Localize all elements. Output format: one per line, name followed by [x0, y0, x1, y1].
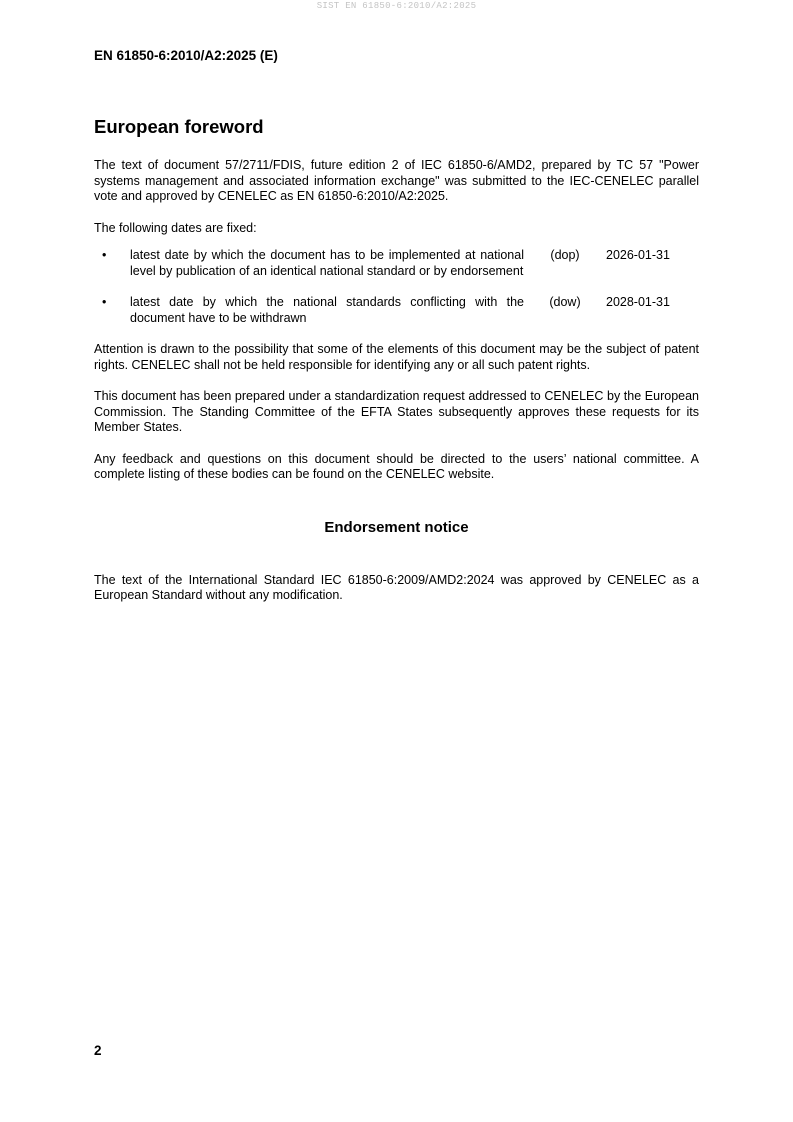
date-description: latest date by which the document has to be implemented at national level by publication of an identical national standard or by endorsement [130, 248, 524, 278]
foreword-title: European foreword [94, 116, 264, 137]
date-code: (dow) [549, 295, 581, 309]
date-item-dow [94, 295, 699, 326]
endorsement-title: Endorsement notice [324, 518, 469, 536]
bullet-icon: • [102, 295, 107, 309]
feedback-paragraph: Any feedback and questions on this document should be directed to the users’ national committee. A complete listing of these bodies can be found on the CENELEC website. [94, 451, 699, 481]
watermark: SIST EN 61850-6:2010/A2:2025 [316, 1, 477, 11]
date-value: 2026-01-31 [606, 248, 670, 262]
date-item-dop [94, 248, 699, 279]
patent-attention-paragraph: Attention is drawn to the possibility that some of the elements of this document may be the subject of patent rights. CENELEC shall not be held responsible for identifying any or all such patent rights. [94, 342, 699, 372]
document-identifier: EN 61850-6:2010/A2:2025 (E) [94, 48, 278, 63]
date-description: latest date by which the national standards conflicting with the document have to be withdrawn [130, 295, 524, 325]
foreword-intro-paragraph: The text of document 57/2711/FDIS, future edition 2 of IEC 61850-6/AMD2, prepared by TC 57 "Power systems management and associated information exchange" was submitted to the IEC-CENELEC parallel vote and approved by CENELEC as EN 61850-6:2010/A2:2025. [94, 158, 699, 203]
page-number: 2 [94, 1043, 102, 1058]
date-code: (dop) [550, 248, 580, 262]
date-value: 2028-01-31 [606, 295, 670, 309]
dates-intro-paragraph: The following dates are fixed: [94, 220, 257, 235]
dates-list [94, 248, 699, 326]
bullet-icon: • [102, 248, 107, 262]
standardization-request-paragraph: This document has been prepared under a standardization request addressed to CENELEC by the European Commission. The Standing Committee of the EFTA States subsequently approves these requests for its Member States. [94, 389, 699, 434]
page-content [94, 116, 699, 604]
endorsement-paragraph: The text of the International Standard IEC 61850-6:2009/AMD2:2024 was approved by CENELEC as a European Standard without any modification. [94, 572, 699, 602]
